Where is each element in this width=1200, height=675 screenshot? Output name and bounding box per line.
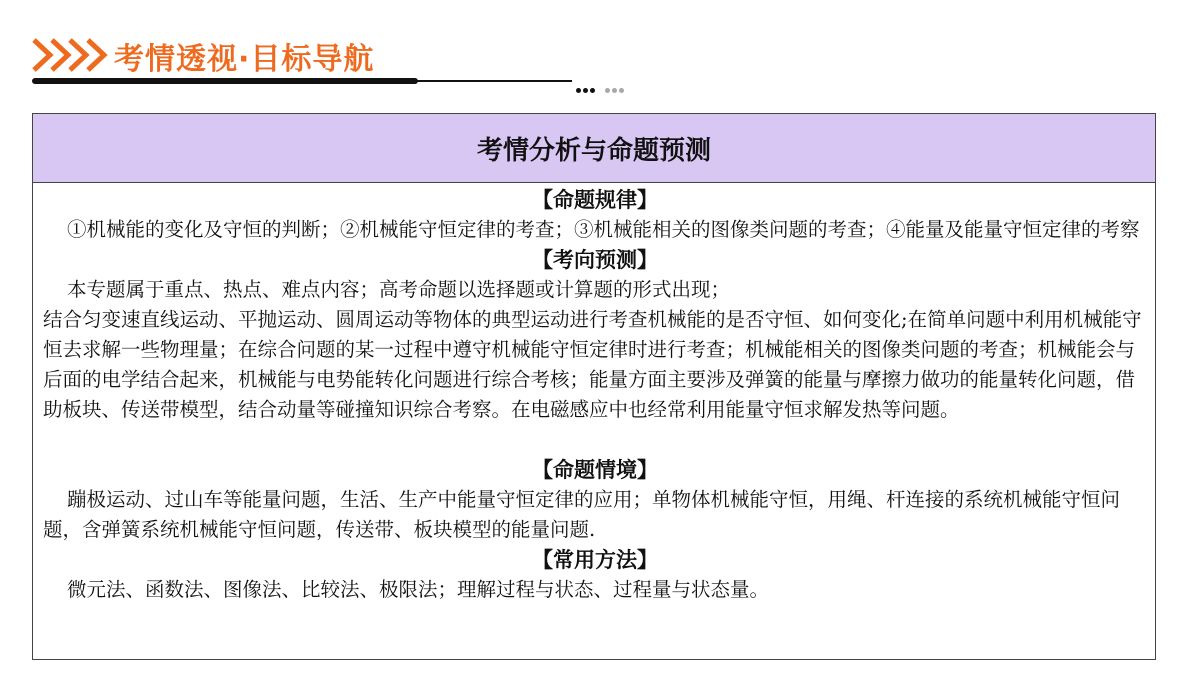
rules-text: ①机械能的变化及守恒的判断；②机械能守恒定律的考查；③机械能相关的图像类问题的考查；④能量及能量守恒定律的考察 — [67, 218, 1140, 241]
decor-dots-black — [576, 78, 597, 97]
context-text: 蹦极运动、过山车等能量问题，生活、生产中能量守恒定律的应用；单物体机械能守恒，用绳、杆连接的系统机械能守恒问题，含弹簧系统机械能守恒问题，传送带、板块模型的能量问题. — [43, 488, 1121, 541]
chevron-arrows-icon — [30, 36, 108, 74]
forecast-line2: 结合匀变速直线运动、平抛运动、圆周运动等物体的典型运动进行考查机械能的是否守恒、如何变化;在简单问题中利用机械能守恒去求解一些物理量；在综合问题的某一过程中遵守机械能守恒定律时进行考查；机械能相关的图像类问题的考查；机械能会与后面的电学结合起来，机械能与电势能转化问题进行综合考核；能量方面主要涉及弹簧的能量与摩擦力做功的能量转化问题，借助板块、传送带模型，结合动量等碰撞知识综合考察。在电磁感应中也经常利用能量守恒求解发热等问题。 — [43, 308, 1142, 421]
page-title: 考情透视·目标导航 — [114, 42, 375, 77]
context-title: 【命题情境】 — [532, 458, 658, 482]
methods-text: 微元法、函数法、图像法、比较法、极限法；理解过程与状态、过程量与状态量。 — [67, 578, 770, 601]
title-underline — [32, 78, 418, 84]
methods-title: 【常用方法】 — [532, 548, 658, 572]
title-underline-thin — [416, 80, 572, 82]
table-body — [33, 183, 1155, 605]
analysis-table — [32, 113, 1156, 660]
section-header — [30, 28, 630, 90]
rules-title: 【命题规律】 — [532, 188, 658, 212]
forecast-line1: 本专题属于重点、热点、难点内容；高考命题以选择题或计算题的形式出现； — [67, 278, 731, 301]
table-heading: 考情分析与命题预测 — [33, 114, 1155, 183]
forecast-title: 【考向预测】 — [532, 248, 658, 272]
decor-dots-grey — [605, 78, 626, 97]
spacer — [43, 425, 1147, 455]
